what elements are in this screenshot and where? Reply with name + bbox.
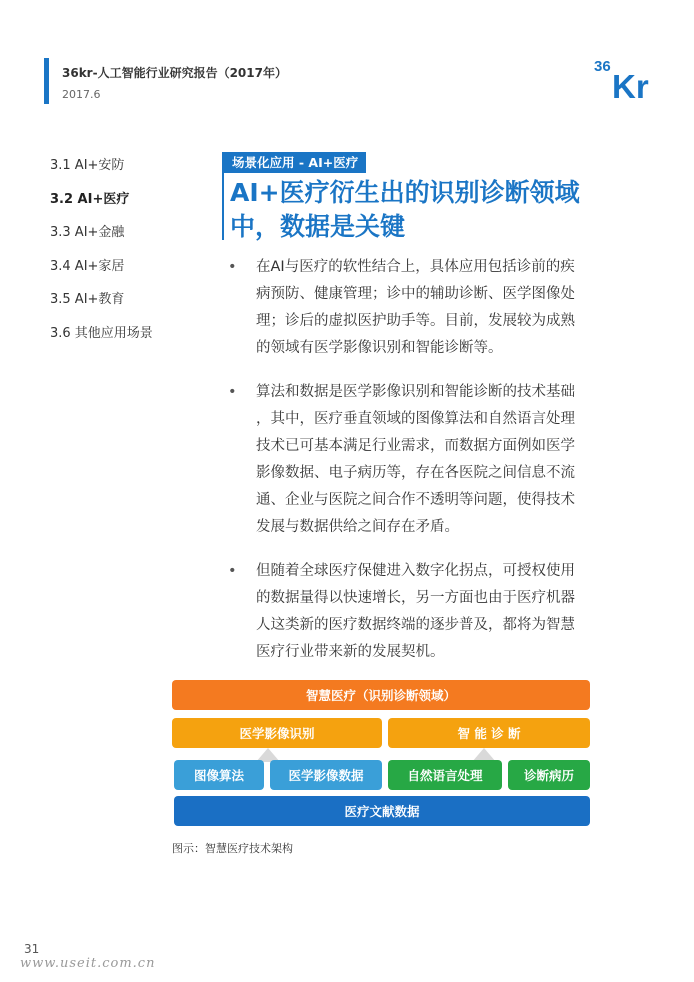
diagram-box-image-algorithm: 图像算法: [174, 760, 264, 790]
figure-caption: 图示：智慧医疗技术架构: [172, 842, 293, 855]
toc-item-education[interactable]: 3.5 AI+教育: [50, 292, 125, 307]
toc-item-security[interactable]: 3.1 AI+安防: [50, 158, 125, 173]
bullet-dot: •: [228, 259, 237, 275]
diagram-box-image-data: 医学影像数据: [270, 760, 382, 790]
bullet-line: 影像数据、电子病历等，存在各医院之间信息不流: [256, 465, 575, 481]
report-title: 36kr-人工智能行业研究报告（2017年）: [62, 66, 287, 80]
bullet-line: 人这类新的医疗数据终端的逐步普及，都将为智慧: [256, 617, 575, 633]
bullet-line: 但随着全球医疗保健进入数字化拐点，可授权使用: [256, 563, 575, 579]
bullet-line: 技术已可基本满足行业需求，而数据方面例如医学: [256, 438, 575, 454]
bullet-dot: •: [228, 384, 237, 400]
bullet-line: 的数据量得以快速增长，另一方面也由于医疗机器: [256, 590, 575, 606]
logo-text-kr: Kr: [612, 68, 649, 100]
diagram-box-nlp: 自然语言处理: [388, 760, 502, 790]
bullet-item: [226, 379, 606, 541]
bullet-line: 发展与数据供给之间存在矛盾。: [256, 519, 459, 535]
toc-item-other[interactable]: 3.6 其他应用场景: [50, 325, 153, 341]
diagram-box-literature-data: 医疗文献数据: [174, 796, 590, 826]
page-title-line-2: 中，数据是关键: [230, 212, 406, 241]
report-date: 2017.6: [62, 88, 101, 101]
bullet-line: 通、企业与医院之间合作不透明等问题，使得技术: [256, 492, 575, 508]
bullet-line: 医疗行业带来新的发展契机。: [256, 644, 445, 660]
diagram-box-medical-records: 诊断病历: [508, 760, 590, 790]
architecture-diagram: [172, 680, 592, 828]
bullet-line: 理；诊后的虚拟医护助手等。目前，发展较为成熟: [256, 313, 575, 329]
bullet-item: [226, 254, 606, 362]
diagram-box-image-recognition: 医学影像识别: [172, 718, 382, 748]
page-title: [230, 176, 630, 244]
page-title-line-1: AI+医疗衍生出的识别诊断领域: [230, 178, 580, 207]
bullet-line: 在AI与医疗的软性结合上，具体应用包括诊前的疾: [256, 259, 575, 275]
toc-nav: [50, 154, 153, 355]
watermark: www.useit.com.cn: [20, 956, 156, 971]
bullet-line: 算法和数据是医学影像识别和智能诊断的技术基础: [256, 384, 575, 400]
diagram-box-intelligent-diagnosis: 智 能 诊 断: [388, 718, 590, 748]
bullet-line: 的领域有医学影像识别和智能诊断等。: [256, 340, 503, 356]
page-number: 31: [24, 942, 40, 956]
section-tag: 场景化应用 - AI+医疗: [224, 152, 366, 173]
36kr-logo: [590, 54, 654, 100]
bullet-item: [226, 558, 606, 666]
bullet-line: 病预防、健康管理；诊中的辅助诊断、医学图像处: [256, 286, 575, 302]
diagram-box-smart-medical: 智慧医疗（识别诊断领域）: [172, 680, 590, 710]
bullet-dot: •: [228, 563, 237, 579]
bullet-line: ，其中，医疗垂直领域的图像算法和自然语言处理: [256, 411, 575, 427]
toc-item-home[interactable]: 3.4 AI+家居: [50, 258, 125, 274]
toc-item-medical[interactable]: 3.2 AI+医疗: [50, 191, 130, 207]
toc-item-finance[interactable]: 3.3 AI+金融: [50, 225, 125, 240]
logo-text-36: 36: [594, 58, 611, 75]
bullet-list: [226, 254, 606, 683]
header-accent-bar: [44, 58, 49, 104]
